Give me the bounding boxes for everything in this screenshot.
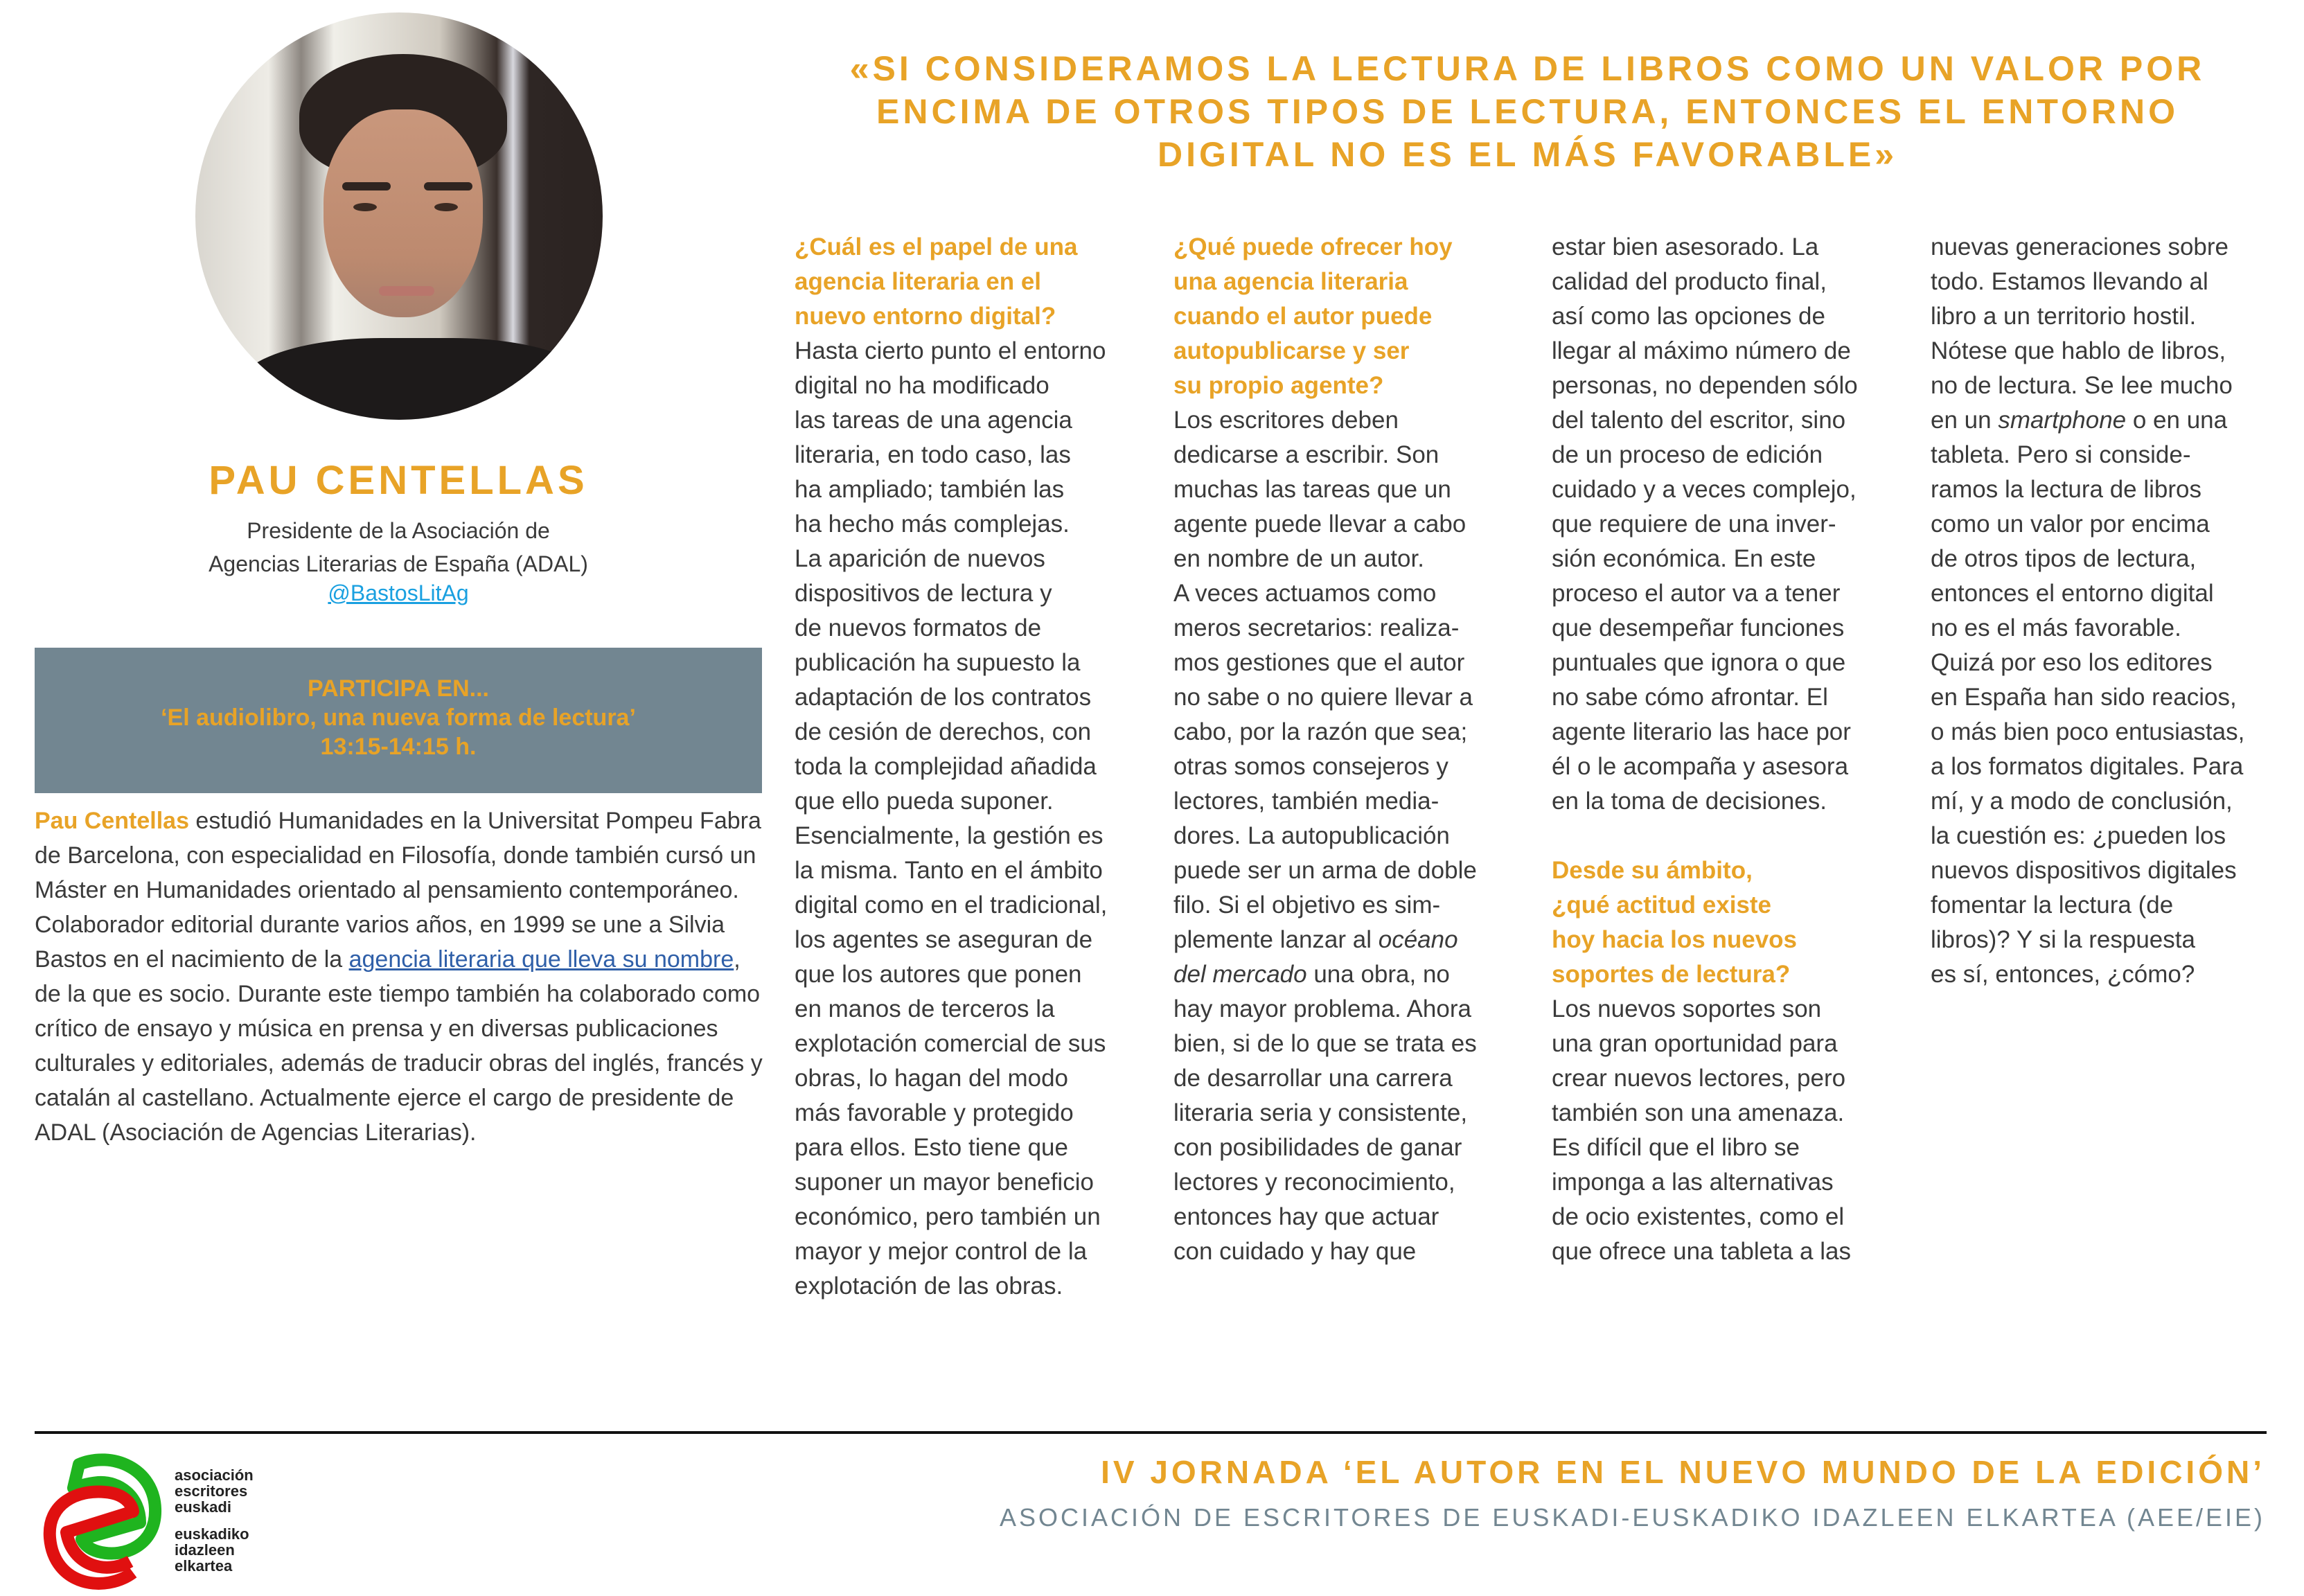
answer-2-line <box>1173 957 1527 992</box>
text-line: estar bien asesorado. La <box>1552 233 1819 260</box>
text-line: bien, si de lo que se trata es <box>1173 1030 1477 1057</box>
bio-name: Pau Centellas <box>35 808 189 834</box>
text-line: filo. Si el objetivo es sim- <box>1173 892 1441 919</box>
text-line: soportes de lectura? <box>1552 961 1791 988</box>
text-line: en manos de terceros la <box>795 995 1055 1022</box>
organization-name: ASOCIACIÓN DE ESCRITORES DE EUSKADI-EUSKADIKO IDAZLEEN ELKARTEA (AEE/EIE) <box>999 1503 2265 1532</box>
text-line: también son una amenaza. <box>1552 1099 1845 1126</box>
text-line: agente literario las hace por <box>1552 718 1851 745</box>
text-line: una gran oportunidad para <box>1552 1030 1838 1057</box>
text-line: libros)? Y si la respuesta <box>1931 926 2195 953</box>
text-line: económico, pero también un <box>795 1203 1101 1230</box>
text-line: es sí, entonces, ¿cómo? <box>1931 961 2195 988</box>
column-4 <box>1931 230 2284 992</box>
text-line: personas, no dependen sólo <box>1552 372 1858 399</box>
answer-3-line <box>1931 403 2284 438</box>
text-line: proceso el autor va a tener <box>1552 580 1841 607</box>
speaker-bio <box>35 804 769 1150</box>
text-line: así como las opciones de <box>1552 303 1825 330</box>
text-line: llegar al máximo número de <box>1552 337 1851 364</box>
text-line: Esencialmente, la gestión es <box>795 822 1104 849</box>
text-line: mayor y mejor control de la <box>795 1238 1088 1265</box>
text-line: las tareas de una agencia <box>795 407 1072 434</box>
text-line: dedicarse a escribir. Son <box>1173 441 1439 468</box>
text-line: ¿Cuál es el papel de una <box>795 233 1078 260</box>
text-line: Desde su ámbito, <box>1552 857 1753 884</box>
photo-eye <box>434 203 458 211</box>
text-line: nuevos dispositivos digitales <box>1931 857 2237 884</box>
text-line: otras somos consejeros y <box>1173 753 1448 780</box>
text-line: crear nuevos lectores, pero <box>1552 1065 1846 1092</box>
footer-divider <box>35 1431 2267 1434</box>
answer-3-continued <box>1931 438 2284 992</box>
column-1 <box>795 230 1148 1304</box>
text-line: que ello pueda suponer. <box>795 788 1054 815</box>
answer-2-part <box>1173 403 1527 923</box>
logo-text: idazleen <box>175 1541 235 1559</box>
text-span: o en una <box>2126 407 2228 434</box>
text-line: mí, y a modo de conclusión, <box>1931 788 2233 815</box>
text-line: literaria, en todo caso, las <box>795 441 1071 468</box>
text-line: nuevas generaciones sobre <box>1931 233 2229 260</box>
text-line: como un valor por encima <box>1931 511 2210 538</box>
text-line: hoy hacia los nuevos <box>1552 926 1797 953</box>
text-line: que ofrece una tableta a las <box>1552 1238 1851 1265</box>
question-3 <box>1552 853 1905 992</box>
text-line: A veces actuamos como <box>1173 580 1437 607</box>
text-line: no es el más favorable. <box>1931 614 2181 641</box>
photo-shirt <box>237 338 597 420</box>
text-line: no sabe cómo afrontar. El <box>1552 684 1828 711</box>
column-2 <box>1173 230 1527 1269</box>
text-line: de otros tipos de lectura, <box>1931 545 2197 572</box>
text-line: puede ser un arma de doble <box>1173 857 1477 884</box>
text-line: adaptación de los contratos <box>795 684 1092 711</box>
answer-1 <box>795 334 1148 1304</box>
text-line: entonces el entorno digital <box>1931 580 2214 607</box>
text-line: para ellos. Esto tiene que <box>795 1134 1068 1161</box>
text-line: sión económica. En este <box>1552 545 1816 572</box>
text-span: en un <box>1931 407 1999 434</box>
text-line: que los autores que ponen <box>795 961 1082 988</box>
text-line: explotación comercial de sus <box>795 1030 1106 1057</box>
text-line: con cuidado y hay que <box>1173 1238 1417 1265</box>
text-line: digital no ha modificado <box>795 372 1049 399</box>
text-line: meros secretarios: realiza- <box>1173 614 1460 641</box>
session-label: PARTICIPA EN... <box>308 675 489 702</box>
logo-text: elkartea <box>175 1557 233 1575</box>
column-3 <box>1552 230 1905 1269</box>
text-line: muchas las tareas que un <box>1173 476 1451 503</box>
text-line: digital como en el tradicional, <box>795 892 1108 919</box>
text-line: cabo, por la razón que sea; <box>1173 718 1468 745</box>
logo-wordmark <box>175 1467 254 1574</box>
twitter-handle-link[interactable]: @BastosLitAg <box>328 580 469 605</box>
text-line: con posibilidades de ganar <box>1173 1134 1462 1161</box>
session-box <box>35 648 762 793</box>
text-line: de cesión de derechos, con <box>795 718 1092 745</box>
speaker-photo <box>195 12 603 420</box>
text-line: ¿qué actitud existe <box>1552 892 1772 919</box>
speaker-role-line: Agencias Literarias de España (ADAL) <box>209 551 588 576</box>
logo-text: asociación <box>175 1466 254 1484</box>
text-line: lectores, también media- <box>1173 788 1439 815</box>
text-line: literaria seria y consistente, <box>1173 1099 1468 1126</box>
answer-2 <box>1173 403 1527 1269</box>
answer-2-part <box>1173 992 1527 1269</box>
text-line: obras, lo hagan del modo <box>795 1065 1068 1092</box>
text-line: La aparición de nuevos <box>795 545 1045 572</box>
text-line: ramos la lectura de libros <box>1931 476 2201 503</box>
text-line: dispositivos de lectura y <box>795 580 1052 607</box>
logo-text: euskadi <box>175 1498 231 1516</box>
text-line: entonces hay que actuar <box>1173 1203 1439 1230</box>
text-line: Los nuevos soportes son <box>1552 995 1822 1022</box>
text-line: fomentar la lectura (de <box>1931 892 2174 919</box>
logo-mark-icon <box>36 1448 175 1596</box>
answer-3-continued <box>1931 230 2284 403</box>
italic-text: del mercado <box>1173 961 1307 988</box>
text-line: autopublicarse y ser <box>1173 337 1410 364</box>
text-line: que desempeñar funciones <box>1552 614 1845 641</box>
text-line: Quizá por eso los editores <box>1931 649 2213 676</box>
text-line: cuidado y a veces complejo, <box>1552 476 1857 503</box>
agency-link[interactable]: agencia literaria que lleva su nombre <box>348 946 734 973</box>
answer-3 <box>1552 992 1905 1269</box>
question-2 <box>1173 230 1527 403</box>
text-line: una agencia literaria <box>1173 268 1408 295</box>
text-line: no de lectura. Se lee mucho <box>1931 372 2233 399</box>
text-line: lectores y reconocimiento, <box>1173 1169 1455 1196</box>
spacer <box>1552 819 1905 853</box>
text-line: publicación ha supuesto la <box>795 649 1081 676</box>
text-line: la cuestión es: ¿pueden los <box>1931 822 2226 849</box>
session-time: 13:15-14:15 h. <box>320 734 477 760</box>
text-line: explotación de las obras. <box>795 1273 1063 1300</box>
question-1 <box>795 230 1148 334</box>
text-line: ¿Qué puede ofrecer hoy <box>1173 233 1453 260</box>
text-line: no sabe o no quiere llevar a <box>1173 684 1473 711</box>
photo-eye <box>353 203 377 211</box>
text-line: agencia literaria en el <box>795 268 1042 295</box>
text-line: él o le acompaña y asesora <box>1552 753 1849 780</box>
text-line: de ocio existentes, como el <box>1552 1203 1845 1230</box>
bio-text: estudió Humanidades en la Universitat Pompeu Fabra de Barcelona, con especialidad en Filosofía, donde también cursó un Máster en Humanidades orientado al pensamiento contemporáneo. Colaborador editorial durante varios años, en 1999 se une a Silvia Bastos en el nacimiento de la <box>35 808 761 973</box>
text-line: libro a un territorio hostil. <box>1931 303 2197 330</box>
text-line: calidad del producto final, <box>1552 268 1827 295</box>
session-title: ‘El audiolibro, una nueva forma de lectura’ <box>161 704 636 731</box>
text-line: que requiere de una inver- <box>1552 511 1836 538</box>
text-line: la misma. Tanto en el ámbito <box>795 857 1103 884</box>
text-line: nuevo entorno digital? <box>795 303 1056 330</box>
speaker-handle <box>0 580 797 606</box>
photo-brow <box>342 182 391 190</box>
italic-text: smartphone <box>1998 407 2127 434</box>
text-line: en nombre de un autor. <box>1173 545 1424 572</box>
text-line: más favorable y protegido <box>795 1099 1074 1126</box>
text-line: ha hecho más complejas. <box>795 511 1070 538</box>
text-line: o más bien poco entusiastas, <box>1931 718 2245 745</box>
text-line: ha ampliado; también las <box>795 476 1065 503</box>
event-title: IV JORNADA ‘EL AUTOR EN EL NUEVO MUNDO DE LA EDICIÓN’ <box>1101 1454 2265 1490</box>
text-line: hay mayor problema. Ahora <box>1173 995 1471 1022</box>
text-line: suponer un mayor beneficio <box>795 1169 1094 1196</box>
logo-text: euskadiko <box>175 1525 249 1543</box>
speaker-role-line: Presidente de la Asociación de <box>247 518 550 543</box>
text-line: de nuevos formatos de <box>795 614 1042 641</box>
text-line: Nótese que hablo de libros, <box>1931 337 2226 364</box>
text-line: del talento del escritor, sino <box>1552 407 1846 434</box>
text-line: de un proceso de edición <box>1552 441 1823 468</box>
text-line: dores. La autopublicación <box>1173 822 1450 849</box>
italic-text: océano <box>1378 926 1458 953</box>
text-line: Hasta cierto punto el entorno <box>795 337 1106 364</box>
text-line: Es difícil que el libro se <box>1552 1134 1800 1161</box>
text-span: plemente lanzar al <box>1173 926 1379 953</box>
pull-quote: «SI CONSIDERAMOS LA LECTURA DE LIBROS COMO UN VALOR POR ENCIMA DE OTROS TIPOS DE LECTURA, ENTONCES EL ENTORNO DIGITAL NO ES EL MÁS FAVORABLE» <box>849 49 2206 174</box>
text-line: en la toma de decisiones. <box>1552 788 1827 815</box>
bio-text: , de la que es socio. Durante este tiempo también ha colaborado como crítico de ensayo y música en prensa y en diversas publicaciones culturales y editoriales, además de traducir obras del inglés, francés y catalán al castellano. Actualmente ejerce el cargo de presidente de ADAL (Asociación de Agencias Literarias). <box>35 946 763 1146</box>
text-line: los agentes se aseguran de <box>795 926 1093 953</box>
text-line: de desarrollar una carrera <box>1173 1065 1453 1092</box>
text-line: su propio agente? <box>1173 372 1384 399</box>
text-line: Los escritores deben <box>1173 407 1399 434</box>
text-line: cuando el autor puede <box>1173 303 1433 330</box>
text-line: mos gestiones que el autor <box>1173 649 1465 676</box>
text-line: a los formatos digitales. Para <box>1931 753 2244 780</box>
text-line: imponga a las alternativas <box>1552 1169 1834 1196</box>
logo-text: escritores <box>175 1482 248 1500</box>
text-line: en España han sido reacios, <box>1931 684 2237 711</box>
text-line: agente puede llevar a cabo <box>1173 511 1466 538</box>
text-line: todo. Estamos llevando al <box>1931 268 2208 295</box>
aee-eie-logo <box>36 1448 278 1596</box>
answer-2-line <box>1173 923 1527 957</box>
speaker-role <box>0 514 797 580</box>
text-line: tableta. Pero si conside- <box>1931 441 2191 468</box>
text-span: una obra, no <box>1306 961 1450 988</box>
photo-brow <box>424 182 472 190</box>
answer-2-continued <box>1552 230 1905 819</box>
speaker-name: PAU CENTELLAS <box>209 458 588 503</box>
photo-mouth <box>379 286 434 296</box>
text-line: puntuales que ignora o que <box>1552 649 1846 676</box>
text-line: toda la complejidad añadida <box>795 753 1097 780</box>
